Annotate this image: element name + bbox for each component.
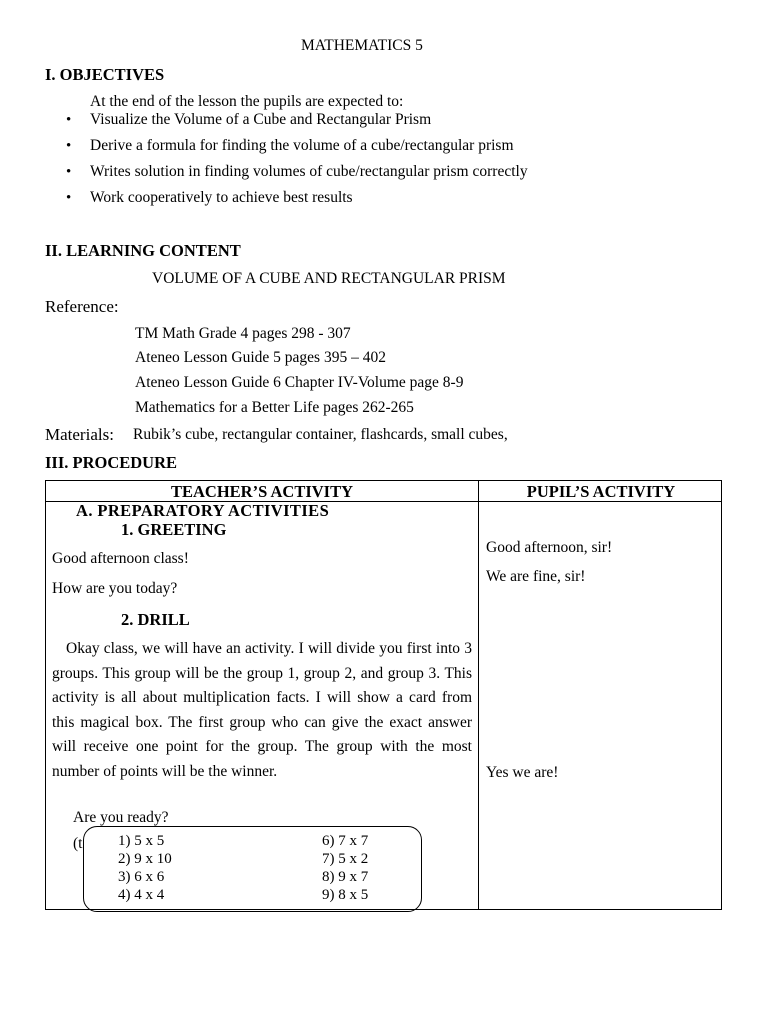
flashcard-item: 4) 4 x 4 [118, 887, 165, 903]
flashcard-item: 1) 5 x 5 [118, 833, 165, 849]
document-title: MATHEMATICS 5 [301, 37, 423, 54]
flashcard-item: 7) 5 x 2 [322, 851, 369, 867]
reference-item: Ateneo Lesson Guide 5 pages 395 – 402 [135, 349, 386, 366]
objectives-list [66, 110, 528, 214]
reference-item: Mathematics for a Better Life pages 262-265 [135, 399, 414, 416]
objective-item: • Work cooperatively to achieve best results [66, 188, 528, 214]
objectives-intro: At the end of the lesson the pupils are expected to: [90, 93, 404, 110]
objective-item: • Writes solution in finding volumes of cube/rectangular prism correctly [66, 162, 528, 188]
flashcard-item: 8) 9 x 7 [322, 869, 369, 885]
materials-label: Materials: [45, 425, 114, 444]
objective-item: • Derive a formula for finding the volume of a cube/rectangular prism [66, 136, 528, 162]
drill-instructions: Okay class, we will have an activity. I will divide you first into 3 groups. This group will be the group 1, group 2, and group 3. This activity is all about multiplication facts. I will show a card from this magical box. The first group who can give the exact answer will receive one point for the group. The group with the most number of points will be the winner. [52, 640, 472, 780]
multiplication-flashcards-box [83, 826, 422, 912]
reference-item: Ateneo Lesson Guide 6 Chapter IV-Volume page 8-9 [135, 374, 464, 391]
teacher-question: How are you today? [52, 580, 178, 597]
are-you-ready-text: Are you ready? [73, 809, 169, 826]
flashcard-item: 2) 9 x 10 [118, 851, 172, 867]
column-divider [478, 481, 479, 909]
pupil-ready-response: Yes we are! [486, 764, 559, 781]
greeting-heading: 1. GREETING [121, 520, 227, 539]
teacher-column-header: TEACHER’S ACTIVITY [171, 482, 353, 501]
procedure-heading: III. PROCEDURE [45, 453, 178, 472]
pupil-fine-response: We are fine, sir! [486, 568, 586, 585]
flashcard-item: 6) 7 x 7 [322, 833, 369, 849]
pupil-column-header: PUPIL’S ACTIVITY [526, 482, 676, 501]
materials-text: Rubik’s cube, rectangular container, flashcards, small cubes, [133, 426, 508, 443]
flashcard-item: 9) 8 x 5 [322, 887, 369, 903]
preparatory-activities-heading: A. PREPARATORY ACTIVITIES [76, 501, 330, 520]
teacher-greeting: Good afternoon class! [52, 550, 189, 567]
reference-item: TM Math Grade 4 pages 298 - 307 [135, 325, 351, 342]
objectives-heading: I. OBJECTIVES [45, 65, 165, 84]
objective-item: • Visualize the Volume of a Cube and Rectangular Prism [66, 110, 528, 136]
flashcard-item: 3) 6 x 6 [118, 869, 165, 885]
learning-content-heading: II. LEARNING CONTENT [45, 241, 241, 260]
reference-label: Reference: [45, 297, 119, 316]
pupil-greeting-response: Good afternoon, sir! [486, 539, 613, 556]
drill-heading: 2. DRILL [121, 610, 190, 629]
procedure-table [45, 480, 722, 910]
lesson-topic: VOLUME OF A CUBE AND RECTANGULAR PRISM [152, 270, 506, 287]
partial-instruction-text: (t [73, 835, 83, 852]
